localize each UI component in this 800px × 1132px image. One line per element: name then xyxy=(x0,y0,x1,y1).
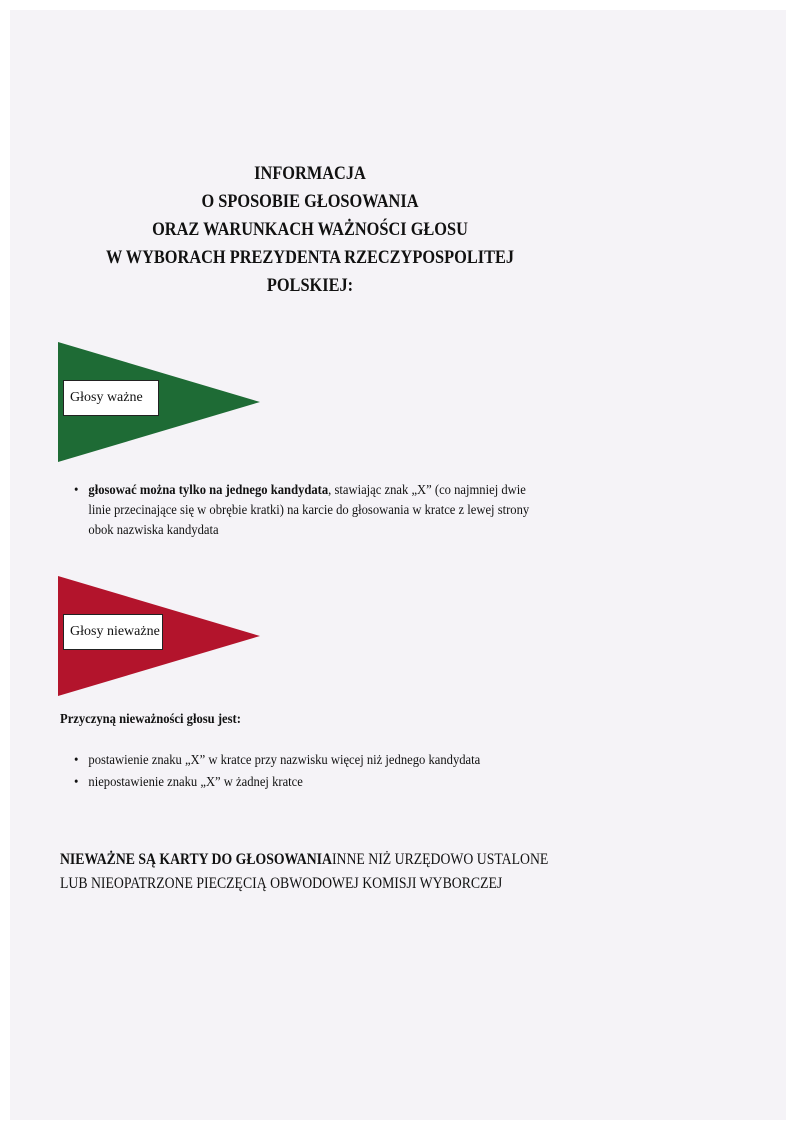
list-item: • postawienie znaku „X” w kratce przy nazwisku więcej niż jednego kandydata xyxy=(74,750,480,772)
title-line: ORAZ WARUNKACH WAŻNOŚCI GŁOSU xyxy=(152,219,468,240)
invalid-ballots-note xyxy=(60,848,620,896)
title-line: POLSKIEJ: xyxy=(266,275,354,296)
list-item: • niepostawienie znaku „X” w żadnej kratce xyxy=(74,772,480,794)
footer-text-1: INNE NIŻ URZĘDOWO USTALONE xyxy=(331,851,549,868)
footer-text-2: LUB NIEOPATRZONE PIECZĘCIĄ OBWODOWEJ KOMISJI WYBORCZEJ xyxy=(60,875,503,892)
valid-vote-rule xyxy=(74,481,554,541)
invalid-cause-list xyxy=(74,750,525,794)
invalid-cause-heading: Przyczyną nieważności głosu jest: xyxy=(60,712,241,727)
title-line: O SPOSOBIE GŁOSOWANIA xyxy=(201,191,419,212)
valid-votes-label: Głosy ważne xyxy=(63,380,159,416)
list-item xyxy=(74,481,551,541)
invalid-votes-pennant xyxy=(58,576,260,696)
title-line: W WYBORACH PREZYDENTA RZECZYPOSPOLITEJ xyxy=(105,247,515,268)
title-line: INFORMACJA xyxy=(254,163,366,184)
footer-bold: NIEWAŻNE SĄ KARTY DO GŁOSOWANIA xyxy=(60,851,332,868)
valid-rule-bold: głosować można tylko na jednego kandydata xyxy=(88,483,329,498)
valid-votes-pennant xyxy=(58,342,260,462)
document-page xyxy=(10,10,786,1120)
invalid-votes-label: Głosy nieważne xyxy=(63,614,163,650)
valid-rule-text: , stawiając znak „X” (co najmniej dwie linie przecinające się w obrębie kratki) na karcie do głosowania w kratce z lewej strony obok nazwiska kandydata xyxy=(88,483,530,538)
document-title xyxy=(52,160,568,300)
